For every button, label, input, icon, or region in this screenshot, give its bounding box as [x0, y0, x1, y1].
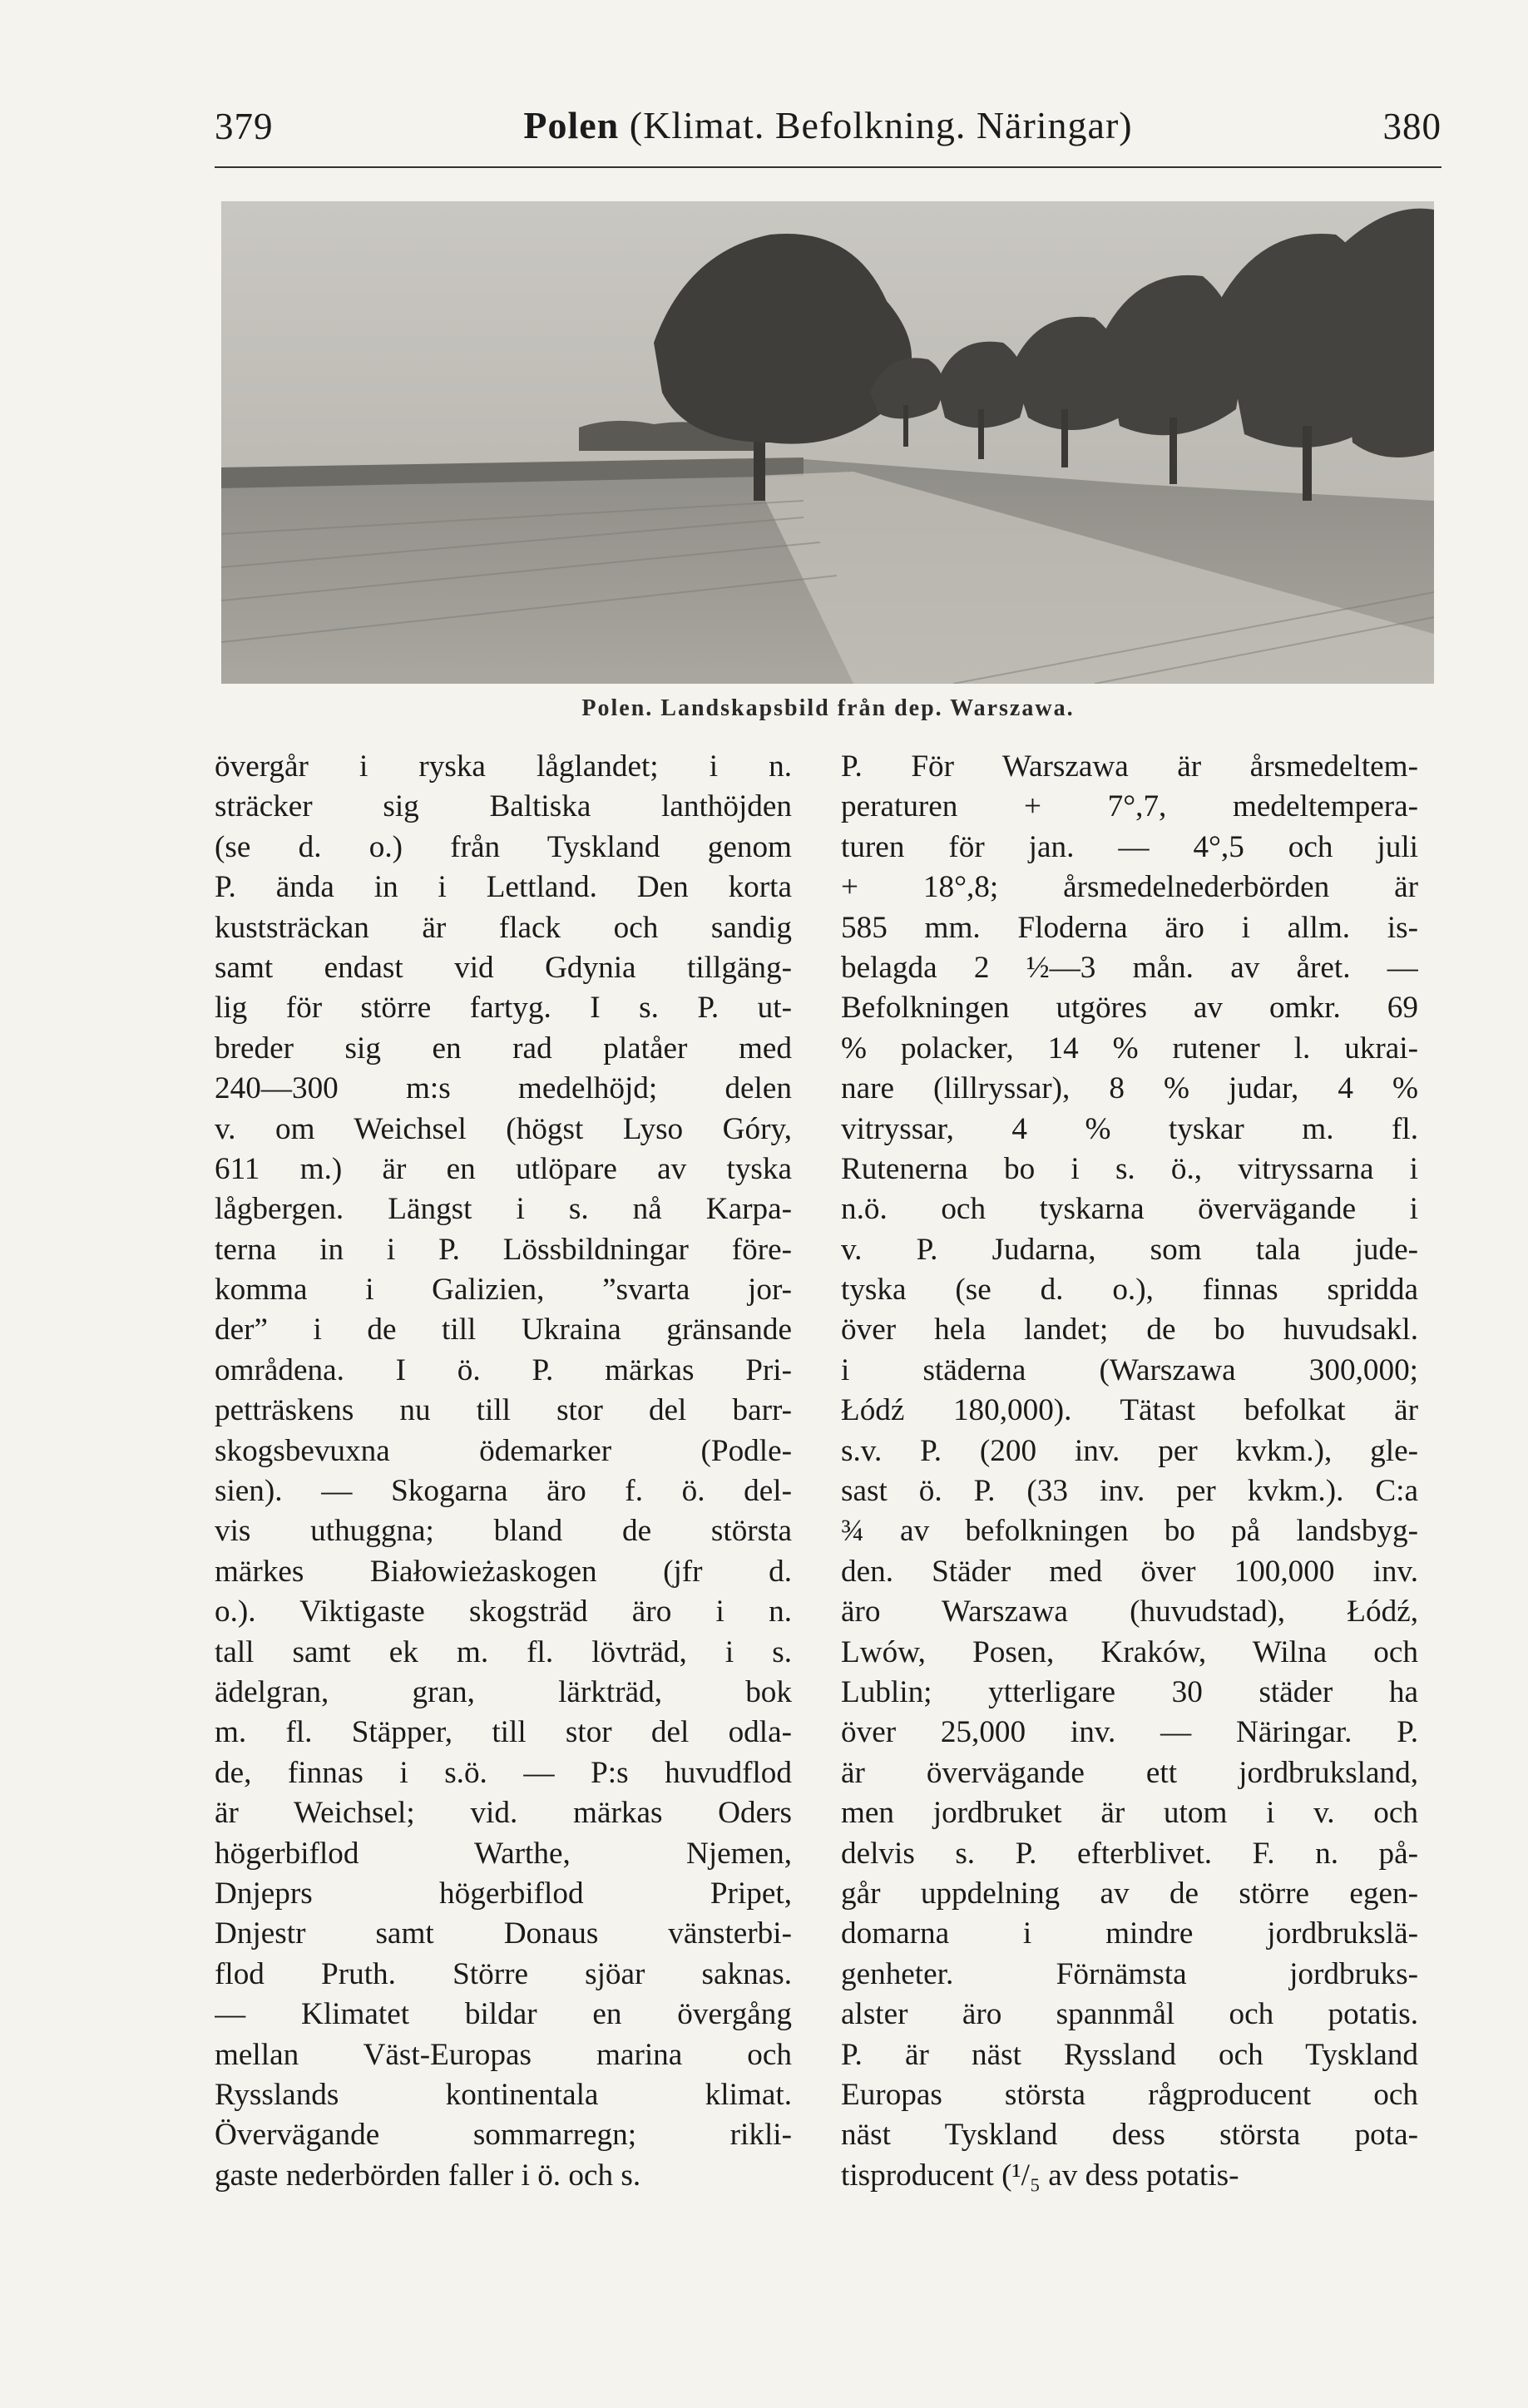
text-line: övergår i ryska låglandet; i n. [215, 749, 792, 784]
text-line: skogsbevuxna ödemarker (Podle- [215, 1433, 792, 1468]
text-line: vis uthuggna; bland de största [215, 1514, 792, 1549]
text-line: P. För Warszawa är årsmedeltem- [841, 749, 1418, 784]
text-line: högerbiflod Warthe, Njemen, [215, 1836, 792, 1871]
text-line: de, finnas i s.ö. — P:s huvudflod [215, 1755, 792, 1790]
running-title [215, 103, 1441, 147]
text-line: v. P. Judarna, som tala jude- [841, 1232, 1418, 1267]
landscape-photo-drawing [221, 201, 1434, 684]
figure-caption: Polen. Landskapsbild från dep. Warszawa. [581, 695, 1075, 721]
text-line: Rysslands kontinentala klimat. [215, 2077, 792, 2112]
text-line: i städerna (Warszawa 300,000; [841, 1352, 1418, 1387]
text-line: men jordbruket är utom i v. och [841, 1796, 1418, 1831]
text-line: näst Tyskland dess största pota- [841, 2118, 1418, 2153]
header-rule [215, 166, 1441, 168]
text-line: är övervägande ett jordbruksland, [841, 1755, 1418, 1790]
text-line: tall samt ek m. fl. lövträd, i s. [215, 1634, 792, 1669]
text-line: Europas största rågproducent och [841, 2077, 1418, 2112]
text-line: Łódź 180,000). Tätast befolkat är [841, 1393, 1418, 1428]
text-line: alster äro spannmål och potatis. [841, 1997, 1418, 2032]
text-line: peraturen + 7°,7, medeltempera- [841, 789, 1418, 824]
text-line: går uppdelning av de större egen- [841, 1876, 1418, 1911]
text-line: petträskens nu till stor del barr- [215, 1393, 792, 1428]
text-line: vitryssar, 4 % tyskar m. fl. [841, 1111, 1418, 1146]
text-line: tisproducent (¹/₅ av dess potatis- [841, 2158, 1239, 2193]
text-column-left [215, 747, 792, 2196]
text-line: nare (lillryssar), 8 % judar, 4 % [841, 1071, 1418, 1106]
text-line: P. är näst Ryssland och Tyskland [841, 2037, 1418, 2072]
text-line: domarna i mindre jordbrukslä- [841, 1916, 1418, 1951]
text-line: sien). — Skogarna äro f. ö. del- [215, 1474, 792, 1509]
text-line: n.ö. och tyskarna övervägande i [841, 1192, 1418, 1227]
text-line: sträcker sig Baltiska lanthöjden [215, 789, 792, 824]
text-line: över hela landet; de bo huvudsakl. [841, 1313, 1418, 1347]
text-line: Lwów, Posen, Kraków, Wilna och [841, 1634, 1418, 1669]
text-line: 611 m.) är en utlöpare av tyska [215, 1151, 792, 1186]
text-line: (se d. o.) från Tyskland genom [215, 829, 792, 864]
text-line: kuststräckan är flack och sandig [215, 910, 792, 945]
text-line: v. om Weichsel (högst Lyso Góry, [215, 1111, 792, 1146]
text-line: breder sig en rad platåer med [215, 1031, 792, 1066]
text-line: % polacker, 14 % rutener l. ukrai- [841, 1031, 1418, 1066]
text-line: gaste nederbörden faller i ö. och s. [215, 2158, 641, 2193]
page-number-right: 380 [1382, 106, 1441, 147]
text-line: P. ända in i Lettland. Den korta [215, 870, 792, 905]
text-line: äro Warszawa (huvudstad), Łódź, [841, 1595, 1418, 1629]
text-line: tyska (se d. o.), finnas spridda [841, 1273, 1418, 1308]
text-line: mellan Väst-Europas marina och [215, 2037, 792, 2072]
text-line: belagda 2 ½—3 mån. av året. — [841, 950, 1418, 985]
text-line: Dnjeprs högerbiflod Pripet, [215, 1876, 792, 1911]
text-line: Lublin; ytterligare 30 städer ha [841, 1674, 1418, 1709]
text-line: Rutenerna bo i s. ö., vitryssarna i [841, 1151, 1418, 1186]
text-line: turen för jan. — 4°,5 och juli [841, 829, 1418, 864]
text-line: flod Pruth. Större sjöar saknas. [215, 1956, 792, 1991]
landscape-photo [221, 201, 1434, 684]
text-line: ädelgran, gran, lärkträd, bok [215, 1674, 792, 1709]
text-line: ¾ av befolkningen bo på landsbyg- [841, 1514, 1418, 1549]
text-line: komma i Galizien, ”svarta jor- [215, 1273, 792, 1308]
text-line: 240—300 m:s medelhöjd; delen [215, 1071, 792, 1106]
text-line: märkes Białowieżaskogen (jfr d. [215, 1554, 792, 1589]
text-line: — Klimatet bildar en övergång [215, 1997, 792, 2032]
text-line: Befolkningen utgöres av omkr. 69 [841, 991, 1418, 1026]
text-line: är Weichsel; vid. märkas Oders [215, 1796, 792, 1831]
running-title-rest: (Klimat. Befolkning. Näringar) [629, 104, 1133, 146]
text-line: der” i de till Ukraina gränsande [215, 1313, 792, 1347]
text-line: 585 mm. Floderna äro i allm. is- [841, 910, 1418, 945]
text-line: Dnjestr samt Donaus vänsterbi- [215, 1916, 792, 1951]
text-line: områdena. I ö. P. märkas Pri- [215, 1352, 792, 1387]
text-line: lågbergen. Längst i s. nå Karpa- [215, 1192, 792, 1227]
text-line: + 18°,8; årsmedelnederbörden är [841, 870, 1418, 905]
text-line: lig för större fartyg. I s. P. ut- [215, 991, 792, 1026]
text-line: över 25,000 inv. — Näringar. P. [841, 1715, 1418, 1750]
text-line: m. fl. Stäpper, till stor del odla- [215, 1715, 792, 1750]
page-number-left: 379 [215, 106, 274, 147]
running-header [215, 98, 1441, 165]
text-line: den. Städer med över 100,000 inv. [841, 1554, 1418, 1589]
text-line: s.v. P. (200 inv. per kvkm.), gle- [841, 1433, 1418, 1468]
text-column-right [841, 747, 1418, 2196]
text-line: samt endast vid Gdynia tillgäng- [215, 950, 792, 985]
text-line: Övervägande sommarregn; rikli- [215, 2118, 792, 2153]
running-title-lead: Polen [523, 104, 620, 146]
text-line: terna in i P. Lössbildningar före- [215, 1232, 792, 1267]
text-line: delvis s. P. efterblivet. F. n. på- [841, 1836, 1418, 1871]
text-line: genheter. Förnämsta jordbruks- [841, 1956, 1418, 1991]
text-line: sast ö. P. (33 inv. per kvkm.). C:a [841, 1474, 1418, 1509]
text-line: o.). Viktigaste skogsträd äro i n. [215, 1595, 792, 1629]
